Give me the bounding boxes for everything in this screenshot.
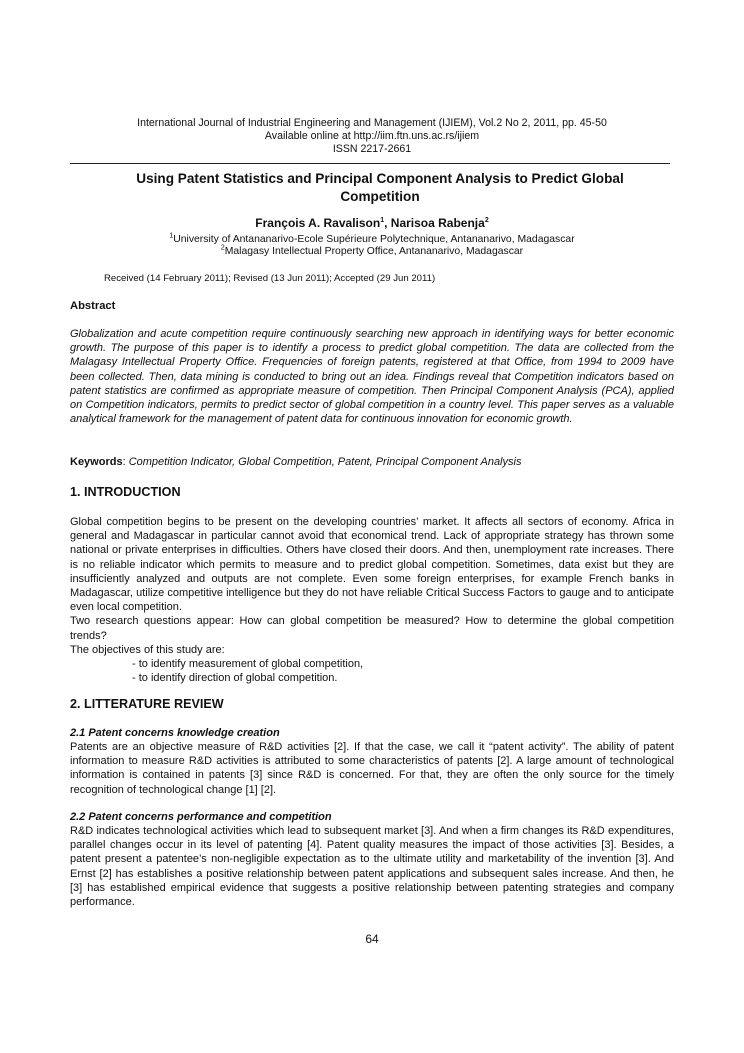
paragraph: Two research questions appear: How can global competition be measured? How to determine the global competition trends? bbox=[70, 615, 674, 642]
section-heading-introduction: 1. INTRODUCTION bbox=[70, 485, 181, 499]
journal-citation-line: International Journal of Industrial Engineering and Management (IJIEM), Vol.2 No 2, 2011, pp. 45-50 bbox=[137, 117, 607, 129]
list-item: - to identify measurement of global competition, bbox=[132, 658, 364, 671]
abstract-text: Globalization and acute competition require continuously searching new approach in identifying ways for better economic growth. The purpose of this paper is to identify a process to predict global competition. The data are collected from the Malagasy Intellectual Property Office. Frequencies of foreign patents, registered at that Office, from 1994 to 2009 have been collected. Then, data mining is conducted to bring out an idea. Findings reveal that Competition indicators based on patent statistics are confirmed as appropriate measure of competition. Then Principal Component Analysis (PCA), applied on Competition indicators, permits to predict sector of global competition in a country level. This paper serves as a valuable analytical framework for the management of patent data for continuous innovation for economic growth. bbox=[70, 328, 674, 426]
introduction-body bbox=[70, 515, 674, 685]
subsection-body bbox=[70, 824, 674, 909]
keywords-text: Competition Indicator, Global Competition, Patent, Principal Component Analysis bbox=[128, 456, 522, 468]
subsection-heading: 2.1 Patent concerns knowledge creation bbox=[70, 727, 280, 739]
online-availability-line: Available online at http://iim.ftn.uns.ac.rs/ijiem bbox=[264, 130, 480, 142]
list-item: - to identify direction of global competition. bbox=[132, 672, 338, 685]
abstract-body bbox=[70, 327, 674, 426]
abstract-heading: Abstract bbox=[70, 300, 116, 312]
author-line bbox=[0, 216, 744, 230]
affiliation-text: Malagasy Intellectual Property Office, Antananarivo, Madagascar bbox=[224, 246, 524, 257]
affiliation-mark: 2 bbox=[220, 244, 225, 252]
author-name: Narisoa Rabenja bbox=[390, 216, 485, 230]
affiliation bbox=[0, 234, 744, 246]
keywords-label: Keywords bbox=[70, 456, 123, 468]
paragraph: R&D indicates technological activities which lead to subsequent market [3]. And when a firm changes its R&D expenditures, parallel changes occur in its level of patenting [4]. Patent quality measures the impact of those activities [3]. Besides, a patent present a patentee’s non-negligible expectation as to the ultimate utility and marketability of the invention [3]. And Ernst [2] has establishes a positive relationship between patent applications and subsequent sales increase. And then, he [3] has established empirical evidence that suggests a positive relationship between patenting strategies and company performance. bbox=[70, 825, 674, 909]
paragraph: Global competition begins to be present on the developing countries’ market. It affects all sectors of economy. Africa in general and Madagascar in particular cannot avoid that economical trend. Lack of appropriate strategy has thrown some national or private enterprises in difficulties. Others have closed their doors. And then, unemployment rate increases. There is no reliable indicator which permits to measure and to predict global competition. Sometimes, data exist but they are insufficiently analyzed and outputs are not complete. Even some foreign enterprises, for example French banks in Madagascar, utilize competitive intelligence but they do not have reliable Critical Success Factors to gauge and to anticipate even local competition. bbox=[70, 516, 674, 614]
keywords-line bbox=[70, 456, 521, 468]
paragraph: The objectives of this study are: bbox=[70, 643, 225, 656]
section-heading-literature-review: 2. LITTERATURE REVIEW bbox=[70, 697, 224, 711]
subsection-heading: 2.2 Patent concerns performance and competition bbox=[70, 811, 332, 823]
header-divider bbox=[70, 163, 670, 164]
keywords-colon: : bbox=[122, 456, 129, 468]
affiliation-text: University of Antananarivo-Ecole Supérieure Polytechnique, Antananarivo, Madagascar bbox=[173, 234, 575, 245]
subsection-body bbox=[70, 740, 674, 797]
affiliation-mark: 1 bbox=[169, 232, 174, 240]
author-separator: , bbox=[384, 216, 391, 230]
author-affiliation-mark: 1 bbox=[380, 217, 385, 224]
author-affiliation-mark: 2 bbox=[484, 217, 489, 224]
paragraph: Patents are an objective measure of R&D activities [2]. If that the case, we call it “patent activity”. The ability of patent information to measure R&D activities is attributed to some characteristics of patents [2]. A large amount of technological information is contained in patents [3] since R&D is concerned. For that, they are often the only source for the timely recognition of technological change [1] [2]. bbox=[70, 741, 674, 796]
author-name: François A. Ravalison bbox=[255, 216, 381, 230]
submission-dates: Received (14 February 2011); Revised (13 Jun 2011); Accepted (29 Jun 2011) bbox=[104, 273, 436, 284]
page-number: 64 bbox=[365, 932, 379, 946]
affiliation bbox=[0, 246, 744, 258]
issn-line: ISSN 2217-2661 bbox=[332, 143, 412, 155]
objectives-list bbox=[70, 657, 674, 685]
paper-title: Using Patent Statistics and Principal Component Analysis to Predict Global Competition bbox=[136, 171, 624, 204]
